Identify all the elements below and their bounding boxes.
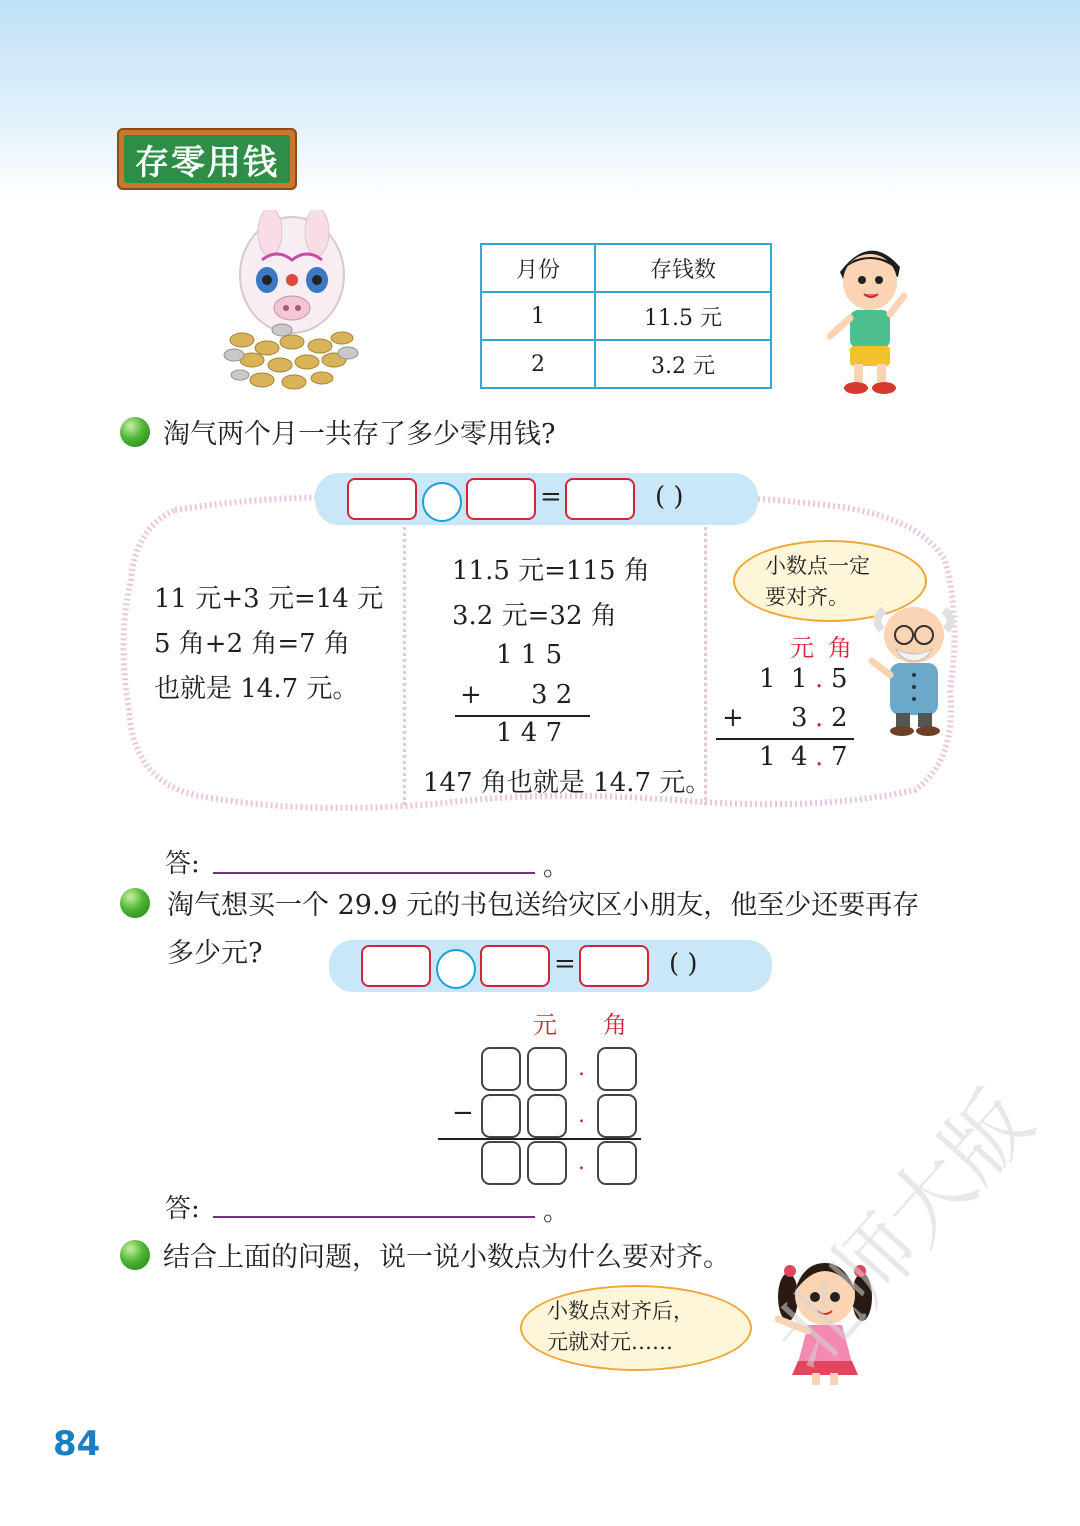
equation-bar-1	[315, 473, 758, 525]
method1-line: 5 角+2 角=7 角	[154, 629, 350, 659]
unit-parentheses[interactable]: ( )	[669, 949, 698, 979]
method1-line: 也就是 14.7 元。	[154, 674, 359, 704]
calc-line	[455, 715, 590, 717]
table-header-cell: 月份	[481, 244, 595, 292]
table-row	[481, 340, 771, 388]
bubble-text: 元就对元……	[547, 1330, 673, 1354]
answer-end-mark: 。	[543, 852, 570, 882]
section-title: 存零用钱	[124, 135, 290, 183]
answer-box[interactable]	[579, 945, 649, 987]
digit-box[interactable]	[527, 1094, 567, 1138]
answer-box[interactable]	[361, 945, 431, 987]
decimal-point: .	[578, 1103, 585, 1128]
piggy-bank-illustration	[222, 210, 362, 395]
method1-line: 11 元+3 元=14 元	[154, 584, 384, 614]
digit-box[interactable]	[597, 1094, 637, 1138]
table-cell: 3.2 元	[595, 340, 771, 388]
method2-line: 3.2 元=32 角	[452, 601, 617, 631]
question-1-text: 淘气两个月一共存了多少零用钱?	[163, 419, 556, 450]
decimal-point: .	[815, 742, 824, 772]
equals-sign: =	[554, 949, 576, 979]
answer-input-line[interactable]	[213, 872, 535, 874]
answer-end-mark: 。	[543, 1197, 570, 1227]
calc-line	[716, 738, 854, 740]
digit-box[interactable]	[481, 1047, 521, 1091]
question-bullet-icon	[120, 1240, 150, 1270]
digit-box[interactable]	[481, 1141, 521, 1185]
calc-digit: 3	[791, 703, 808, 733]
table-cell: 1	[481, 292, 595, 340]
unit-label-yuan: 元	[790, 634, 814, 662]
equation-bar-2	[329, 940, 772, 992]
digit-box[interactable]	[481, 1094, 521, 1138]
calc-digit: 5	[831, 664, 848, 694]
section-title-plate	[117, 128, 297, 190]
decimal-point: .	[578, 1150, 585, 1175]
bubble-text: 小数点一定	[765, 554, 870, 578]
answer-label: 答:	[165, 849, 200, 879]
table-cell: 11.5 元	[595, 292, 771, 340]
table-cell: 2	[481, 340, 595, 388]
question-bullet-icon	[120, 888, 150, 918]
answer-box[interactable]	[347, 478, 417, 520]
watermark-text: 北师大版	[753, 1072, 1052, 1388]
operator-circle[interactable]	[422, 482, 462, 522]
question-bullet-icon	[120, 417, 150, 447]
table-header-row	[481, 244, 771, 292]
digit-box[interactable]	[597, 1047, 637, 1091]
operator-circle[interactable]	[436, 949, 476, 989]
unit-label-jiao: 角	[603, 1011, 627, 1039]
calc-digit: 7	[831, 742, 848, 772]
method2-conclusion: 147 角也就是 14.7 元。	[423, 768, 712, 798]
equals-sign: =	[540, 482, 562, 512]
calc-digit: 2	[831, 703, 848, 733]
calc-digit: 4	[791, 742, 808, 772]
vertical-calc-operator: +	[460, 680, 482, 710]
calc-operator: +	[722, 703, 744, 733]
grandpa-character-illustration	[866, 605, 961, 740]
savings-table	[480, 243, 772, 389]
page-number: 84	[53, 1424, 101, 1464]
table-header-cell: 存钱数	[595, 244, 771, 292]
calc-digit: 1	[791, 664, 808, 694]
digit-box[interactable]	[527, 1141, 567, 1185]
digit-box[interactable]	[527, 1047, 567, 1091]
vertical-calc-result: 1 4 7	[496, 718, 563, 748]
decimal-point: .	[815, 664, 824, 694]
question-2-text: 淘气想买一个 29.9 元的书包送给灾区小朋友，他至少还要再存	[167, 890, 920, 921]
calc-digit: 1	[759, 742, 776, 772]
question-3-text: 结合上面的问题，说一说小数点为什么要对齐。	[163, 1242, 730, 1273]
unit-parentheses[interactable]: ( )	[655, 482, 684, 512]
answer-box[interactable]	[480, 945, 550, 987]
vertical-calc-row: 3 2	[531, 680, 573, 710]
boy-character-illustration	[822, 242, 914, 397]
bubble-text: 要对齐。	[765, 585, 849, 609]
bubble-text: 小数点对齐后，	[547, 1299, 694, 1323]
vertical-calc-row: 1 1 5	[496, 640, 563, 670]
answer-box[interactable]	[466, 478, 536, 520]
answer-label: 答:	[165, 1194, 200, 1224]
calc-line	[438, 1138, 641, 1140]
decimal-point: .	[815, 703, 824, 733]
unit-label-yuan: 元	[533, 1011, 557, 1039]
unit-label-jiao: 角	[828, 634, 852, 662]
calc-digit: 1	[759, 664, 776, 694]
decimal-point: .	[578, 1056, 585, 1081]
table-row	[481, 292, 771, 340]
panel-divider	[403, 522, 406, 805]
question-2-text: 多少元?	[167, 938, 263, 969]
method2-line: 11.5 元=115 角	[452, 556, 650, 586]
digit-box[interactable]	[597, 1141, 637, 1185]
minus-operator: −	[452, 1098, 474, 1128]
answer-box[interactable]	[565, 478, 635, 520]
answer-input-line[interactable]	[213, 1216, 535, 1218]
